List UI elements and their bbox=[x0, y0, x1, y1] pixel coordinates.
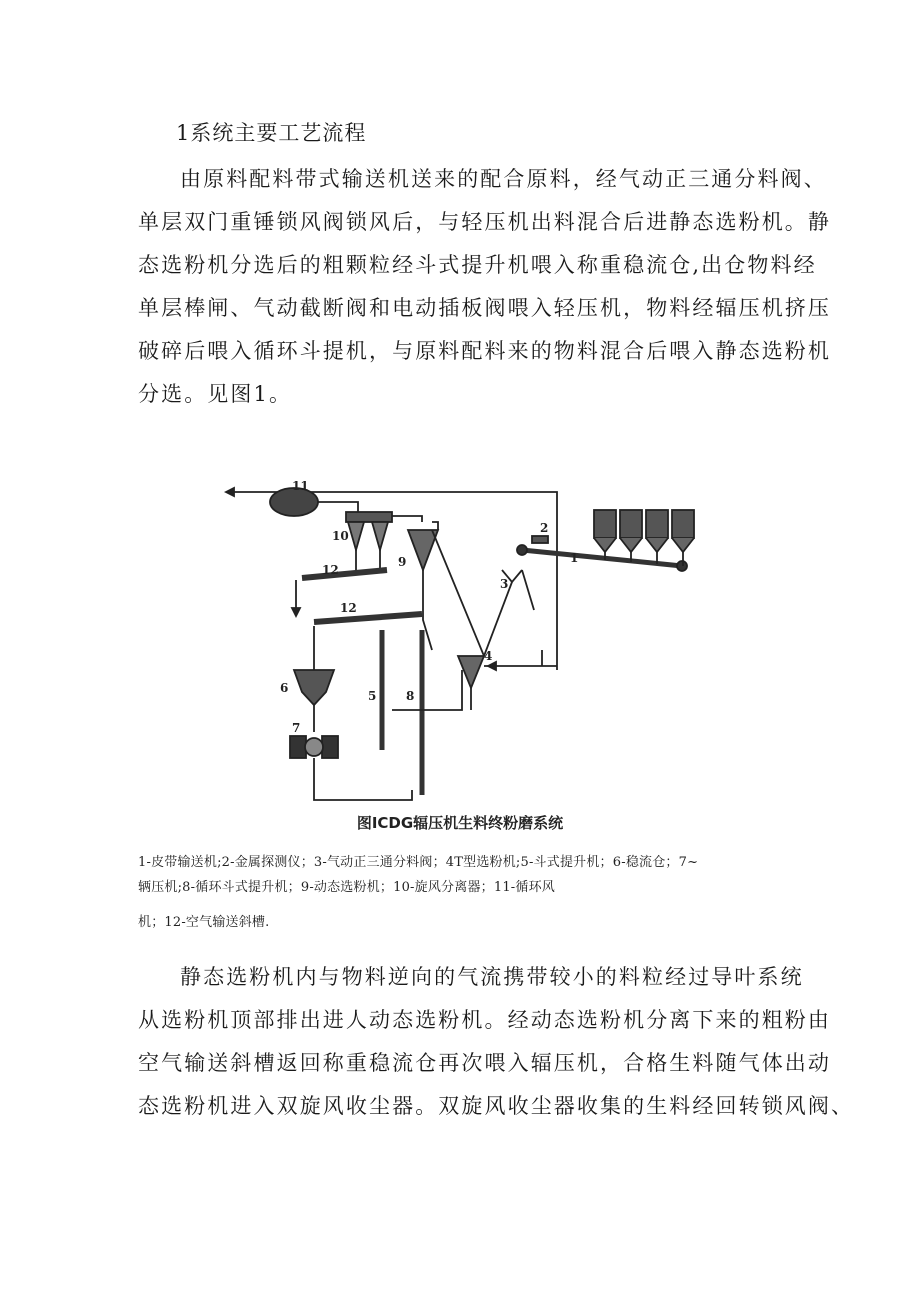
paragraph-line: 破碎后喂入循环斗提机，与原料配料来的物料混合后喂入静态选粉机 bbox=[138, 339, 831, 363]
paragraph-line: 空气输送斜槽返回称重稳流仓再次喂入辐压机，合格生料随气体出动 bbox=[138, 1051, 831, 1075]
process-flow-diagram bbox=[222, 470, 702, 810]
diagram-label-12b: 12 bbox=[340, 601, 357, 615]
diagram-label-1: 1 bbox=[570, 551, 579, 565]
diagram-label-3: 3 bbox=[500, 577, 509, 591]
paragraph-line: 静态选粉机内与物料逆向的气流携带较小的料粒经过导叶系统 bbox=[180, 965, 804, 989]
section-title: 1系统主要工艺流程 bbox=[176, 121, 367, 145]
paragraph-line: 态选粉机分选后的粗颗粒经斗式提升机喂入称重稳流仓,出仓物料经 bbox=[138, 253, 817, 277]
diagram-label-5: 5 bbox=[368, 689, 377, 703]
paragraph-line: 态选粉机进入双旋风收尘器。双旋风收尘器收集的生料经回转锁风阀、 bbox=[138, 1094, 855, 1118]
paragraph-line: 由原料配料带式输送机送来的配合原料，经气动正三通分料阀、 bbox=[180, 167, 827, 191]
paragraph-line: 分选。见图1。 bbox=[138, 382, 293, 406]
diagram-label-9: 9 bbox=[398, 555, 407, 569]
diagram-label-6: 6 bbox=[280, 681, 289, 695]
paragraph-line: 从选粉机顶部排出进人动态选粉机。经动态选粉机分离下来的粗粉由 bbox=[138, 1008, 831, 1032]
diagram-label-2: 2 bbox=[540, 521, 549, 535]
diagram-label-7: 7 bbox=[292, 721, 301, 735]
paragraph-2 bbox=[138, 956, 854, 1128]
diagram-label-4: 4 bbox=[484, 649, 493, 663]
legend-line: 辆压机;8-循环斗式提升机；9-动态选粉机；10-旋风分离器；11-循环风 bbox=[138, 880, 555, 895]
figure-legend bbox=[138, 850, 798, 935]
paragraph-line: 单层棒闸、气动截断阀和电动插板阀喂入轻压机，物料经辐压机挤压 bbox=[138, 296, 831, 320]
diagram-label-11: 11 bbox=[292, 479, 309, 493]
diagram-label-12a: 12 bbox=[322, 563, 339, 577]
legend-line: 1-皮带输送机;2-金属探测仪；3-气动正三通分料阀；4T型选粉机;5-斗式提升机；6-稳流仓；7~ bbox=[138, 855, 699, 870]
process-flow-svg bbox=[222, 470, 702, 810]
paragraph-line: 单层双门重锤锁风阀锁风后，与轻压机出料混合后进静态选粉机。静 bbox=[138, 210, 831, 234]
legend-line: 机；12-空气输送斜槽. bbox=[138, 915, 270, 930]
paragraph-1 bbox=[138, 158, 831, 416]
diagram-label-10: 10 bbox=[332, 529, 349, 543]
figure-caption: 图ICDG辐压机生料终粉磨系统 bbox=[356, 814, 564, 832]
diagram-label-8: 8 bbox=[406, 689, 415, 703]
